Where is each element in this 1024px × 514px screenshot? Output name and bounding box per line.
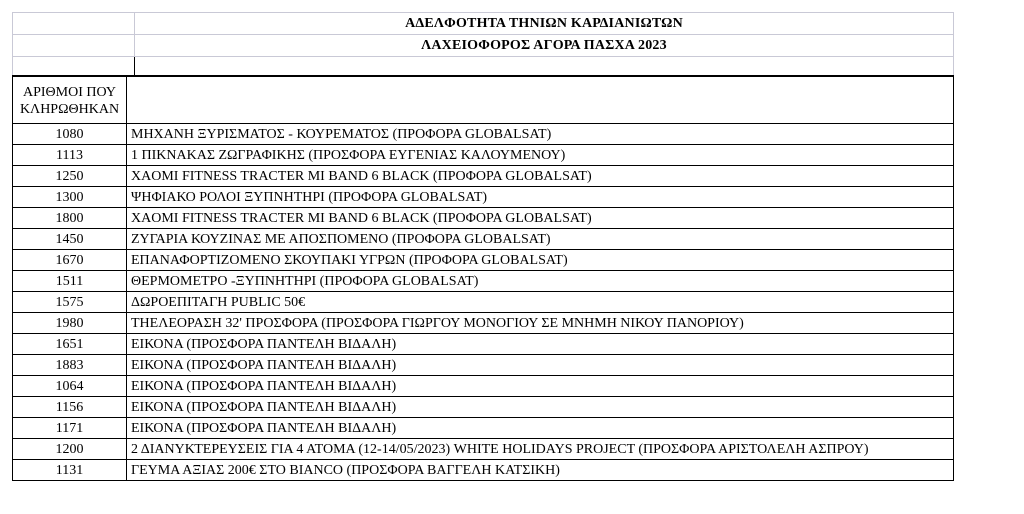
winning-number: 1575 — [13, 292, 127, 313]
prize-description: ΕΙΚΟΝΑ (ΠΡΟΣΦΟΡΑ ΠΑΝΤΕΛΗ ΒΙΔΑΛΗ) — [127, 334, 954, 355]
winning-number: 1300 — [13, 187, 127, 208]
prize-description: ΓΕΥΜΑ ΑΞΙΑΣ 200€ ΣΤΟ BIANCO (ΠΡΟΣΦΟΡΑ ΒΑΓΓΕΛΗ ΚΑΤΣΙΚΗ) — [127, 460, 954, 481]
winning-number: 1511 — [13, 271, 127, 292]
numbers-drawn-header-line2: ΚΛΗΡΩΘΗΚΑΝ — [19, 102, 120, 117]
winning-number: 1156 — [13, 397, 127, 418]
winning-number: 1800 — [13, 208, 127, 229]
blank-row — [12, 57, 954, 76]
prize-description: ΨΗΦΙΑΚΟ ΡΟΛΟΙ ΞΥΠΝΗΤΗΡΙ (ΠΡΟΦΟΡΑ GLOBALSAT) — [127, 187, 954, 208]
prize-description: ΕΙΚΟΝΑ (ΠΡΟΣΦΟΡΑ ΠΑΝΤΕΛΗ ΒΙΔΑΛΗ) — [127, 397, 954, 418]
winning-number: 1171 — [13, 418, 127, 439]
prize-description: ΜΗΧΑΝΗ ΞΥΡΙΣΜΑΤΟΣ - ΚΟΥΡΕΜΑΤΟΣ (ΠΡΟΦΟΡΑ GLOBALSAT) — [127, 124, 954, 145]
title-row — [12, 12, 954, 35]
prize-description: XAOMI FITNESS TRACTER MI BAND 6 BLACK (ΠΡΟΦΟΡΑ GLOBALSAT) — [127, 208, 954, 229]
table-row — [13, 460, 954, 481]
numbers-drawn-header — [13, 77, 127, 124]
document-title: ΑΔΕΛΦΟΤΗΤΑ ΤΗΝΙΩΝ ΚΑΡΔΙΑΝΙΩΤΩΝ — [135, 13, 954, 34]
prize-description: ΕΙΚΟΝΑ (ΠΡΟΣΦΟΡΑ ΠΑΝΤΕΛΗ ΒΙΔΑΛΗ) — [127, 376, 954, 397]
winning-number: 1670 — [13, 250, 127, 271]
table-row — [13, 439, 954, 460]
prize-description: ΘΕΡΜΟΜΕΤΡΟ -ΞΥΠΝΗΤΗΡΙ (ΠΡΟΦΟΡΑ GLOBALSAT) — [127, 271, 954, 292]
prize-description: 1 ΠΙΚΝΑΚΑΣ ΖΩΓΡΑΦΙΚΗΣ (ΠΡΟΣΦΟΡΑ ΕΥΓΕΝΙΑΣ ΚΑΛΟΥΜΕΝΟΥ) — [127, 145, 954, 166]
table-row — [13, 208, 954, 229]
table-row — [13, 250, 954, 271]
lottery-results-sheet — [12, 12, 954, 481]
table-row — [13, 292, 954, 313]
table-row — [13, 271, 954, 292]
subtitle-row — [12, 35, 954, 57]
table-row — [13, 187, 954, 208]
table-row — [13, 397, 954, 418]
prize-description: ΕΙΚΟΝΑ (ΠΡΟΣΦΟΡΑ ΠΑΝΤΕΛΗ ΒΙΔΑΛΗ) — [127, 418, 954, 439]
numbers-drawn-header-line1: ΑΡΙΘΜΟΙ ΠΟΥ — [22, 85, 117, 100]
winning-number: 1980 — [13, 313, 127, 334]
blank-cell — [135, 57, 954, 75]
winning-number: 1883 — [13, 355, 127, 376]
prize-description: 2 ΔΙΑΝΥΚΤΕΡΕΥΣΕΙΣ ΓΙΑ 4 ΑΤΟΜΑ (12-14/05/2023) WHITE HOLIDAYS PROJECT (ΠΡΟΣΦΟΡΑ ΑΡΙΣΤΟΛΕΛΗ ΑΣΠΡΟΥ) — [127, 439, 954, 460]
results-table — [12, 76, 954, 481]
table-row — [13, 313, 954, 334]
table-header-row — [13, 77, 954, 124]
table-row — [13, 334, 954, 355]
table-row — [13, 145, 954, 166]
prize-header — [127, 77, 954, 124]
document-subtitle: ΛΑΧΕΙΟΦΟΡΟΣ ΑΓΟΡΑ ΠΑΣΧΑ 2023 — [135, 35, 954, 56]
blank-cell — [12, 57, 135, 75]
table-row — [13, 418, 954, 439]
prize-description: ΤΗΕΛΕΟΡΑΣΗ 32' ΠΡΟΣΦΟΡΑ (ΠΡΟΣΦΟΡΑ ΓΙΩΡΓΟΥ ΜΟΝΟΓΙΟΥ ΣΕ ΜΝΗΜΗ ΝΙΚΟΥ ΠΑΝΟΡΙΟΥ) — [127, 313, 954, 334]
table-row — [13, 355, 954, 376]
title-row-empty-cell — [12, 13, 135, 34]
winning-number: 1651 — [13, 334, 127, 355]
title-block — [12, 12, 954, 76]
prize-description: ΕΠΑΝΑΦΟΡΤΙΖΟΜΕΝΟ ΣΚΟΥΠΑΚΙ ΥΓΡΩΝ (ΠΡΟΦΟΡΑ GLOBALSAT) — [127, 250, 954, 271]
table-row — [13, 124, 954, 145]
winning-number: 1113 — [13, 145, 127, 166]
table-row — [13, 229, 954, 250]
prize-description: ΖΥΓΑΡΙΑ ΚΟΥΖΙΝΑΣ ΜΕ ΑΠΟΣΠΟΜΕΝΟ (ΠΡΟΦΟΡΑ GLOBALSAT) — [127, 229, 954, 250]
table-row — [13, 376, 954, 397]
winning-number: 1200 — [13, 439, 127, 460]
winning-number: 1450 — [13, 229, 127, 250]
prize-description: ΕΙΚΟΝΑ (ΠΡΟΣΦΟΡΑ ΠΑΝΤΕΛΗ ΒΙΔΑΛΗ) — [127, 355, 954, 376]
prize-description: XAOMI FITNESS TRACTER MI BAND 6 BLACK (ΠΡΟΦΟΡΑ GLOBALSAT) — [127, 166, 954, 187]
prize-description: ΔΩΡΟΕΠΙΤΑΓΗ PUBLIC 50€ — [127, 292, 954, 313]
winning-number: 1080 — [13, 124, 127, 145]
table-row — [13, 166, 954, 187]
subtitle-row-empty-cell — [12, 35, 135, 56]
winning-number: 1131 — [13, 460, 127, 481]
winning-number: 1064 — [13, 376, 127, 397]
winning-number: 1250 — [13, 166, 127, 187]
